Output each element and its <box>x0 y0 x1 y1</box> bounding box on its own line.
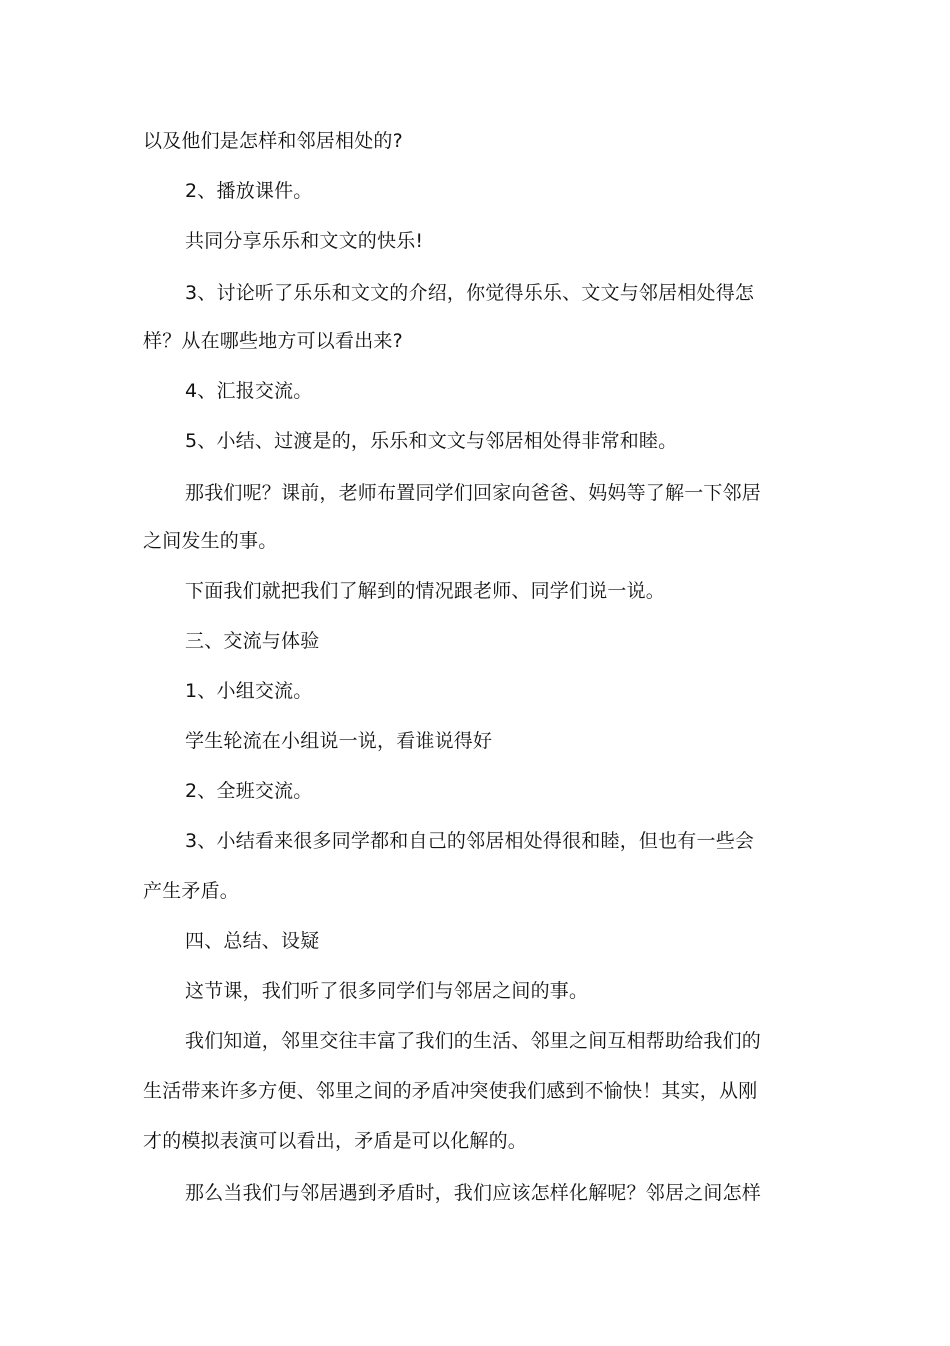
text-line-group-detail: 学生轮流在小组说一说，看谁说得好 <box>185 730 493 752</box>
text-line-lesson: 这节课，我们听了很多同学们与邻居之间的事。 <box>185 980 589 1002</box>
text-line-step-3: 3、讨论听了乐乐和文文的介绍，你觉得乐乐、文文与邻居相处得怎 <box>185 282 755 304</box>
text-line-question: 那我们呢？课前，老师布置同学们回家向爸爸、妈妈等了解一下邻居 <box>185 482 762 504</box>
text-line-class-exchange: 2、全班交流。 <box>185 780 313 802</box>
text-line-summary-cont: 产生矛盾。 <box>143 880 240 902</box>
section-heading-3: 三、交流与体验 <box>185 630 320 652</box>
text-line-transition: 下面我们就把我们了解到的情况跟老师、同学们说一说。 <box>185 580 666 602</box>
text-line-continuation: 以及他们是怎样和邻居相处的? <box>143 130 403 152</box>
text-line-step-2: 2、播放课件。 <box>185 180 313 202</box>
text-line-step-4: 4、汇报交流。 <box>185 380 313 402</box>
text-line-group-exchange: 1、小组交流。 <box>185 680 313 702</box>
text-line-knowledge: 我们知道，邻里交往丰富了我们的生活、邻里之间互相帮助给我们的 <box>185 1030 762 1052</box>
text-line-share: 共同分享乐乐和文文的快乐! <box>185 230 424 252</box>
text-line-summary: 3、小结看来很多同学都和自己的邻居相处得很和睦，但也有一些会 <box>185 830 755 852</box>
text-line-step-5: 5、小结、过渡是的，乐乐和文文与邻居相处得非常和睦。 <box>185 430 678 452</box>
text-line-knowledge-end: 才的模拟表演可以看出，矛盾是可以化解的。 <box>143 1130 528 1152</box>
text-line-question-cont: 之间发生的事。 <box>143 530 278 552</box>
text-line-knowledge-cont: 生活带来许多方便、邻里之间的矛盾冲突使我们感到不愉快！其实，从刚 <box>143 1080 758 1102</box>
text-line-step-3-cont: 样？从在哪些地方可以看出来? <box>143 330 403 352</box>
section-heading-4: 四、总结、设疑 <box>185 930 320 952</box>
text-line-final-question: 那么当我们与邻居遇到矛盾时，我们应该怎样化解呢？邻居之间怎样 <box>185 1182 762 1204</box>
